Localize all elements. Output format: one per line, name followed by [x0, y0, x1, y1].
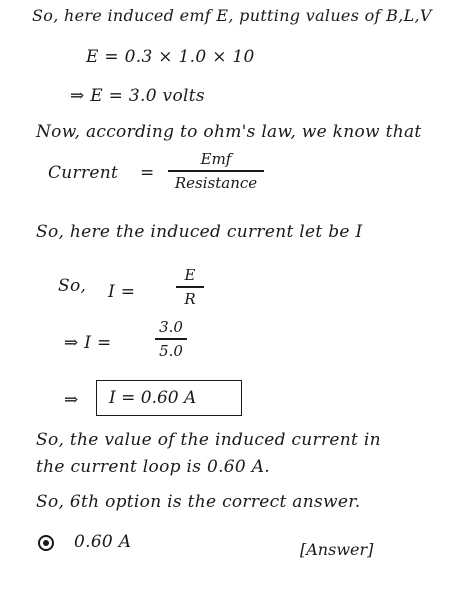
fraction-bar	[168, 170, 264, 172]
current-label: Current	[48, 163, 119, 183]
e-over-r	[176, 266, 204, 308]
line-emf-result: ⇒ E = 3.0 volts	[70, 86, 205, 106]
fraction-numerator: E	[184, 266, 196, 284]
implies-arrow: ⇒	[64, 390, 79, 410]
line-emf-intro: So, here induced emf E, putting values of B,L,V	[32, 6, 432, 25]
fraction-bar	[155, 338, 187, 340]
fraction-bar	[176, 286, 204, 288]
line-emf-calc: E = 0.3 × 1.0 × 10	[86, 47, 255, 67]
three-over-five	[155, 318, 187, 360]
fraction-denominator: R	[184, 289, 196, 308]
line-correct-option: So, 6th option is the correct answer.	[36, 492, 361, 512]
current-equals: =	[140, 163, 155, 183]
fraction-numerator: Emf	[200, 150, 232, 168]
line-value-result: the current loop is 0.60 A.	[36, 457, 271, 477]
selected-radio-icon	[38, 535, 54, 551]
radio-dot	[43, 540, 49, 546]
boxed-result: I = 0.60 A	[96, 380, 242, 416]
answer-tag: [Answer]	[300, 540, 374, 559]
line-value-statement: So, the value of the induced current in	[36, 430, 381, 450]
selected-option-value: 0.60 A	[74, 532, 132, 552]
line-induced-current: So, here the induced current let be I	[36, 222, 363, 242]
fraction-denominator: 5.0	[159, 341, 183, 360]
emf-over-resistance	[168, 150, 264, 192]
i-equals-1: I =	[108, 282, 136, 302]
fraction-denominator: Resistance	[174, 173, 258, 192]
fraction-numerator: 3.0	[159, 318, 183, 336]
line-ohms-law: Now, according to ohm's law, we know that	[36, 122, 422, 142]
so-label: So,	[58, 276, 87, 296]
i-equals-2: ⇒ I =	[64, 333, 112, 353]
